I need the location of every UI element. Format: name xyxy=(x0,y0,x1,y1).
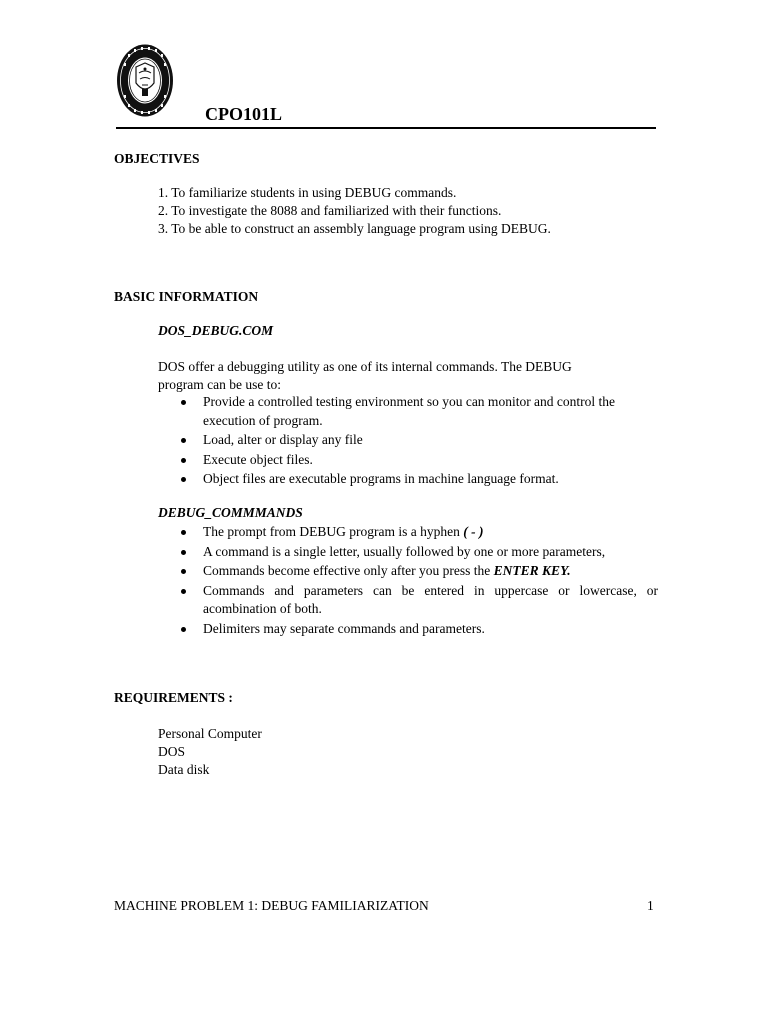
requirement-item: DOS xyxy=(158,744,186,759)
dos-debug-bullet-list xyxy=(178,393,658,490)
course-code: CPO101L xyxy=(205,104,283,124)
requirement-item: Personal Computer xyxy=(158,726,262,741)
objective-item: 3. To be able to construct an assembly language program using DEBUG. xyxy=(158,221,551,236)
university-seal-logo xyxy=(116,43,174,118)
list-item: Provide a controlled testing environment so you can monitor and control the execution of program. xyxy=(178,393,658,430)
list-item xyxy=(178,523,658,542)
bullet-text: Commands become effective only after you press the xyxy=(203,563,494,578)
list-item: A command is a single letter, usually followed by one or more parameters, xyxy=(178,543,658,562)
list-item: Object files are executable programs in machine language format. xyxy=(178,470,658,489)
header-rule xyxy=(116,127,656,129)
footer-title: MACHINE PROBLEM 1: DEBUG FAMILIARIZATION xyxy=(114,898,429,913)
debug-commands-title: DEBUG_COMMMANDS xyxy=(158,505,303,520)
dos-debug-intro-line1: DOS offer a debugging utility as one of its internal commands. The DEBUG xyxy=(158,359,572,374)
list-item xyxy=(178,562,658,581)
requirement-item: Data disk xyxy=(158,762,210,777)
list-item: Execute object files. xyxy=(178,451,658,470)
objective-item: 1. To familiarize students in using DEBUG commands. xyxy=(158,185,457,200)
objectives-heading: OBJECTIVES xyxy=(114,151,200,166)
page-number: 1 xyxy=(647,898,654,913)
dos-debug-title: DOS_DEBUG.COM xyxy=(158,323,274,338)
list-item: Commands and parameters can be entered in uppercase or lowercase, or acombination of both. xyxy=(178,582,658,619)
bullet-emphasis: ENTER KEY. xyxy=(493,563,571,578)
list-item: Load, alter or display any file xyxy=(178,431,658,450)
debug-commands-bullet-list xyxy=(178,523,658,639)
list-item: Delimiters may separate commands and parameters. xyxy=(178,620,658,639)
requirements-heading: REQUIREMENTS : xyxy=(114,690,233,705)
dos-debug-intro-line2: program can be use to: xyxy=(158,377,281,392)
basic-info-heading: BASIC INFORMATION xyxy=(114,289,259,304)
bullet-text: The prompt from DEBUG program is a hyphen xyxy=(203,524,464,539)
bullet-emphasis: ( - ) xyxy=(463,524,484,539)
objective-item: 2. To investigate the 8088 and familiarized with their functions. xyxy=(158,203,502,218)
